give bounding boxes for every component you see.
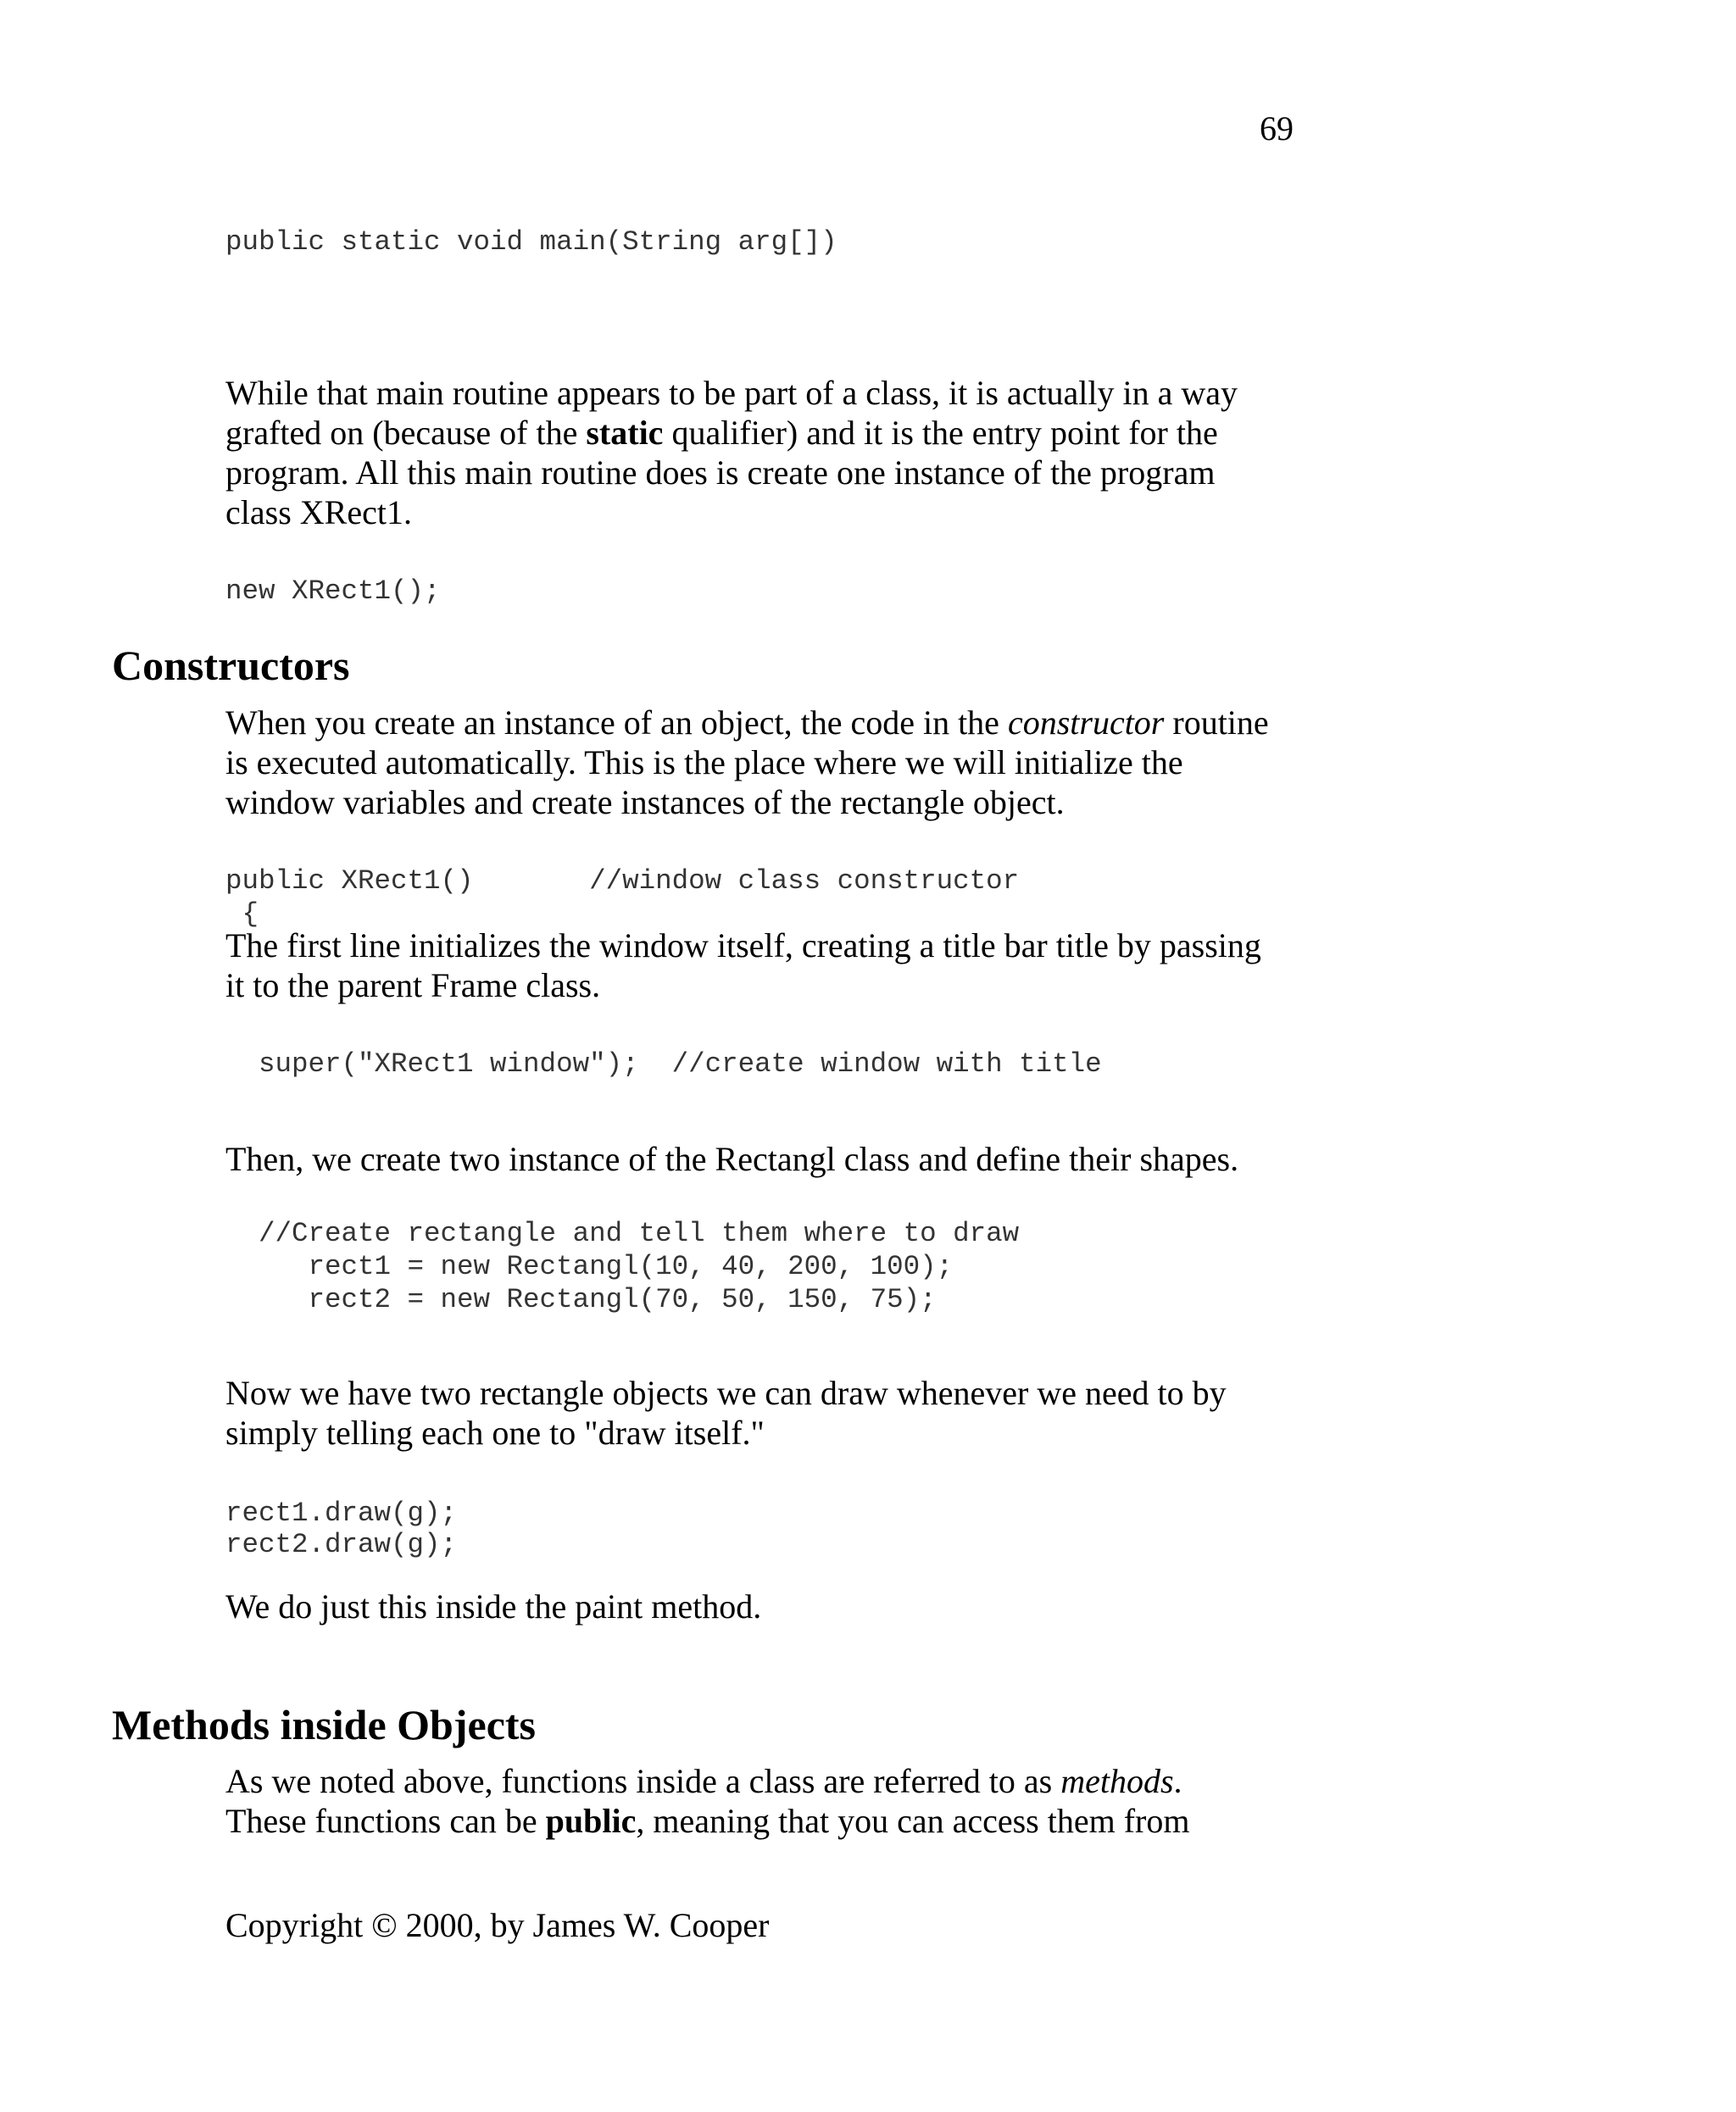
code-constructor-brace: { <box>225 898 259 930</box>
paragraph-text: , meaning that you can access them from <box>636 1802 1190 1840</box>
page-number: 69 <box>1260 109 1294 147</box>
code-super-call: super("XRect1 window"); //create window with title <box>225 1048 1102 1080</box>
keyword-static: static <box>586 414 664 452</box>
code-constructor-line: public XRect1() //window class constructor <box>225 865 1020 897</box>
paragraph-first-line: The first line initializes the window itself, creating a title bar title by passing it to the parent Frame class. <box>225 926 1261 1004</box>
code-main-signature: public static void main(String arg[]) <box>225 226 837 258</box>
code-rect2-assignment: rect2 = new Rectangl(70, 50, 150, 75); <box>225 1284 937 1315</box>
code-rect2-draw: rect2.draw(g); <box>225 1529 458 1560</box>
paragraph-main-routine <box>225 373 1285 532</box>
code-rect-comment: //Create rectangle and tell them where to draw <box>225 1218 1020 1249</box>
paragraph-draw-itself: Now we have two rectangle objects we can draw whenever we need to by simply telling each one to "draw itself." <box>225 1374 1227 1452</box>
paragraph-text: routine is executed automatically. This is the place where we will initialize the window variables and create instances of the rectangle object. <box>225 703 1269 821</box>
paragraph-text: These functions can be <box>225 1802 546 1840</box>
code-new-instance: new XRect1(); <box>225 575 441 607</box>
paragraph-text: . <box>1173 1762 1182 1800</box>
code-rect1-draw: rect1.draw(g); <box>225 1498 458 1529</box>
paragraph-text: As we noted above, functions inside a class are referred to as <box>225 1762 1061 1800</box>
keyword-public: public <box>545 1802 637 1840</box>
paragraph-rectangl-instances: Then, we create two instance of the Rectangl class and define their shapes. <box>225 1140 1239 1178</box>
paragraph-methods <box>225 1761 1189 1841</box>
footer-copyright: Copyright © 2000, by James W. Cooper <box>225 1906 770 1944</box>
paragraph-text: When you create an instance of an object, the code in the <box>225 703 1008 742</box>
paragraph-text: qualifier) and it is the entry point for the program. All this main routine does is create one instance of the program class XRect1. <box>225 414 1218 531</box>
heading-methods-inside-objects: Methods inside Objects <box>112 1701 536 1748</box>
heading-constructors: Constructors <box>112 642 350 689</box>
paragraph-text: While that main routine appears to be part of a class, it is actually in a way grafted on (because of the <box>225 374 1238 452</box>
code-rect1-assignment: rect1 = new Rectangl(10, 40, 200, 100); <box>225 1251 954 1282</box>
term-constructor: constructor <box>1007 703 1165 742</box>
paragraph-line <box>225 1801 1189 1841</box>
term-methods: methods <box>1060 1762 1174 1800</box>
paragraph-paint-method: We do just this inside the paint method. <box>225 1587 762 1626</box>
paragraph-line <box>225 1761 1189 1801</box>
paragraph-constructor <box>225 703 1285 822</box>
